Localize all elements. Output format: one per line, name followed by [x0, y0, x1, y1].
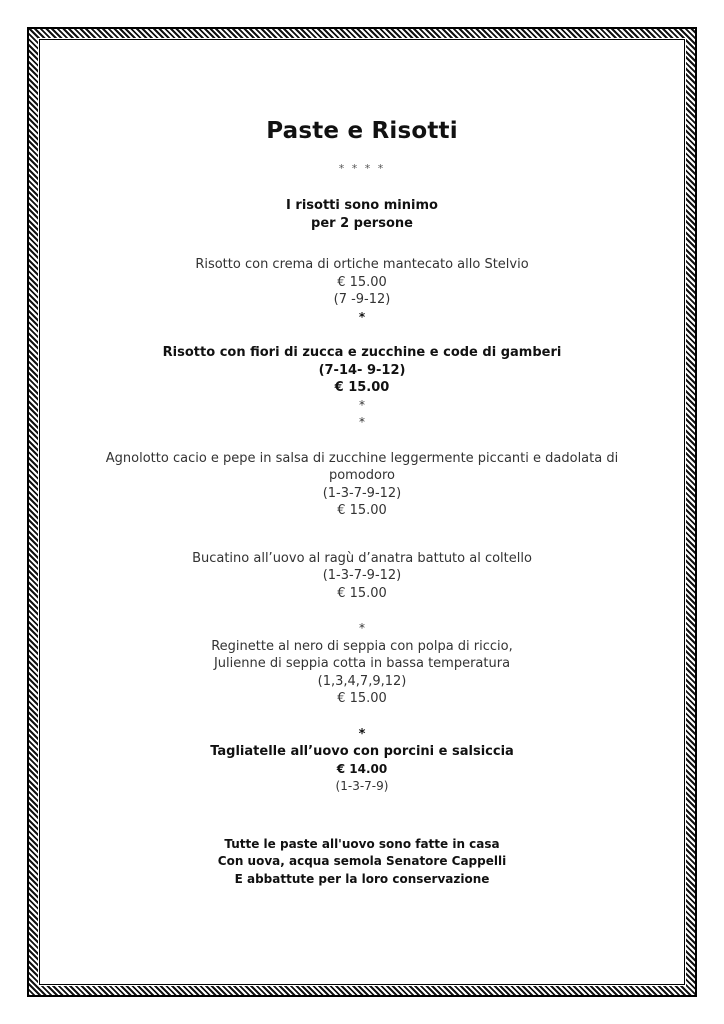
title-separator: * * * *: [338, 162, 386, 175]
menu-item: [48, 450, 676, 520]
item-separator: *: [359, 621, 365, 635]
page-title: Paste e Risotti: [266, 118, 458, 144]
dish-allergens: (7-14- 9-12): [318, 362, 406, 378]
dish-name-line-1: Reginette al nero di seppia con polpa di riccio,: [211, 638, 513, 654]
menu-item: [48, 256, 676, 326]
item-separator: *: [358, 309, 366, 324]
item-separator: *: [359, 415, 365, 429]
dish-name-line-2: Julienne di seppia cotta in bassa temperatura: [213, 656, 511, 671]
dish-allergens: (7 -9-12): [333, 292, 391, 307]
dish-price: € 15.00: [337, 503, 387, 518]
risotti-note-line-2: per 2 persone: [311, 215, 413, 231]
dish-price: € 15.00: [334, 380, 390, 395]
menu-item: [48, 344, 676, 432]
dish-price: € 15.00: [337, 585, 387, 601]
dish-name-line-2: pomodoro: [328, 468, 396, 483]
dish-price: € 15.00: [337, 691, 387, 706]
dish-allergens: (1,3,4,7,9,12): [317, 673, 407, 689]
footer-note: [48, 836, 676, 889]
dish-name: Tagliatelle all’uovo con porcini e salsiccia: [210, 744, 514, 759]
menu-item: [48, 638, 676, 744]
dish-allergens: (1-3-7-9-12): [322, 485, 402, 501]
footer-line-3: E abbattute per la loro conservazione: [234, 871, 490, 886]
menu-item: [48, 743, 676, 796]
dish-price: € 15.00: [337, 274, 387, 290]
footer-line-1: Tutte le paste all'uovo sono fatte in casa: [224, 836, 500, 851]
item-separator: *: [359, 397, 365, 412]
dish-name: Bucatino all’uovo al ragù d’anatra battuto al coltello: [192, 550, 532, 566]
dish-allergens: (1-3-7-9-12): [322, 568, 402, 583]
footer-line-2: Con uova, acqua semola Senatore Cappelli: [217, 854, 507, 868]
dish-name: Risotto con crema di ortiche mantecato allo Stelvio: [195, 257, 529, 272]
dish-allergens: (1-3-7-9): [335, 779, 389, 793]
dish-name-line-1: Agnolotto cacio e pepe in salsa di zucchine leggermente piccanti e dadolata di: [105, 450, 619, 466]
item-separator: *: [358, 726, 366, 742]
risotti-note-line-1: I risotti sono minimo: [286, 198, 438, 213]
menu-page: [48, 118, 676, 888]
menu-item: [48, 550, 676, 638]
dish-name: Risotto con fiori di zucca e zucchine e code di gamberi: [162, 345, 562, 360]
dish-price: € 14.00: [336, 761, 388, 776]
